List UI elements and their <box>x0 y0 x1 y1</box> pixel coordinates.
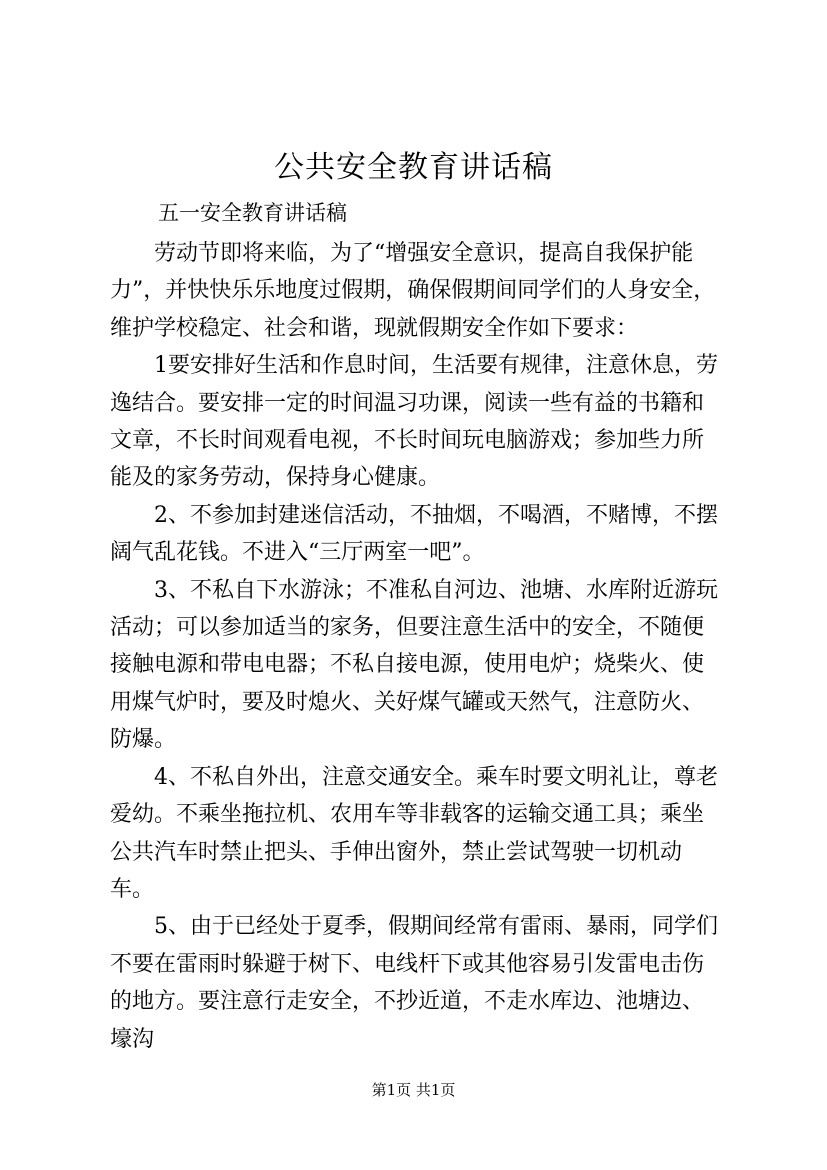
document-title: 公共安全教育讲话稿 <box>274 150 553 185</box>
paragraph-item-5: 5、由于已经处于夏季，假期间经常有雷雨、暴雨，同学们不要在雷雨时躲避于树下、电线杆下或其他容易引发雷电击伤的地方。要注意行走安全，不抄近道，不走水库边、池塘边、壕沟 <box>110 914 718 1052</box>
paragraph-intro: 劳动节即将来临，为了“增强安全意识，提高自我保护能力”，并快快乐乐地度过假期，确保假期间同学们的人身安全，维护学校稳定、社会和谐，现就假期安全作如下要求： <box>110 241 716 341</box>
paragraph-item-3: 3、不私自下水游泳；不准私自河边、池塘、水库附近游玩活动；可以参加适当的家务，但要注意生活中的安全，不随便接触电源和带电电器；不私自接电源，使用电炉；烧柴火、使用煤气炉时，要及时熄火、关好煤气罐或天然气，注意防火、防爆。 <box>110 577 718 753</box>
document-body <box>110 235 722 1058</box>
paragraph-item-1: 1要安排好生活和作息时间，生活要有规律，注意休息，劳逸结合。要安排一定的时间温习功课，阅读一些有益的书籍和文章，不长时间观看电视，不长时间玩电脑游戏；参加些力所能及的家务劳动，保持身心健康。 <box>110 353 718 491</box>
document-subtitle: 五一安全教育讲话稿 <box>158 201 347 225</box>
page-footer: 第1页 共1页 <box>371 1081 456 1099</box>
paragraph-item-2: 2、不参加封建迷信活动，不抽烟，不喝酒，不赌博，不摆阔气乱花钱。不进入“三厅两室一吧”。 <box>110 502 718 566</box>
paragraph-item-4: 4、不私自外出，注意交通安全。乘车时要文明礼让，尊老爱幼。不乘坐拖拉机、农用车等非载客的运输交通工具；乘坐公共汽车时禁止把头、手伸出窗外，禁止尝试驾驶一切机动车。 <box>110 764 718 902</box>
